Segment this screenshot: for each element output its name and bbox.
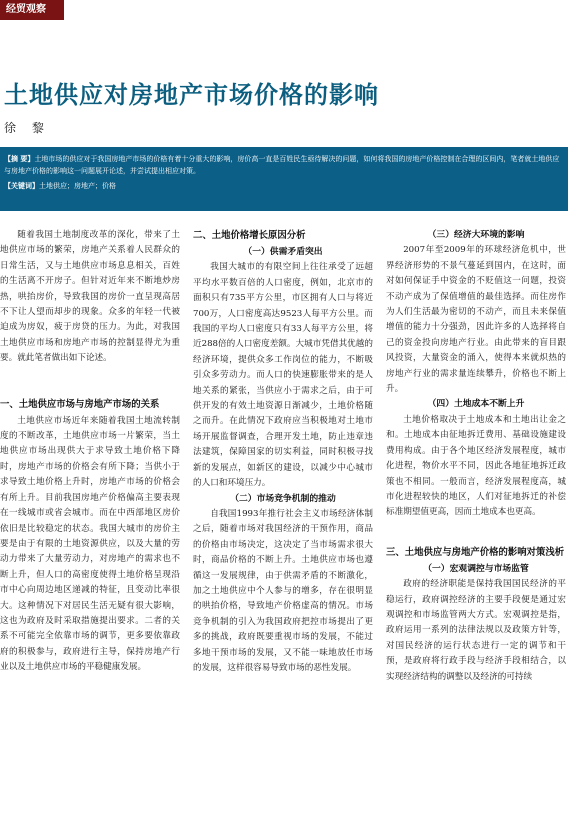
paragraph: 随着我国土地制度改革的深化，带来了土地供应市场的繁荣，房地产关系着人民群众的日常生活，又与土地供应市场息息相关，百姓的生活离不开房子。但针对近年来不断地炒房热，哄抬房价，导致我国的房价一直呈现高居不下让人望而却步的现象。众多的年轻一代被迫成为房奴，疲于房贷的压力。为此，对我国土地供应市场和房地产市场的控制显得尤为重要。就此笔者做出如下论述。 [0,230,180,364]
abstract [4,153,564,177]
column-1 [0,228,180,818]
keywords-label: 【关键词】 [4,182,39,190]
keywords-text: 土地供应；房地产；价格 [39,182,116,190]
subsection-heading: （一）宏观调控与市场监管 [423,563,529,574]
abstract-box [0,147,568,211]
author: 徐 黎 [4,121,50,135]
subsection-heading: （三）经济大环境的影响 [427,230,525,240]
paragraph: 土地供应市场近年来随着我国土地流转制度的不断改革，土地供应市场一片繁荣，当土地供应市场出现供大于求导致土地价格下降时，房地产市场的价格会有所下降；当供小于求导致土地价格上升时，房地产市场的价格会有所上升。目前我国房地产价格偏高主要表现在一线城市或省会城市。而在中西部地区房价依旧是比较稳定的状态。我国大城市的房价主要是由于有限的土地资源供应，以及大量的劳动力带来了大量劳动力，对房地产的需求也不断上升，但人口的高密度使得土地价格呈现沿市中心向周边地区递减的特征，且变动比率很大。这种情况下对居民生活无疑有很大影响，这也为政府及时采取措施提出要求。二者的关系不可能完全依靠市场的调节，更多要依靠政府的积极参与，政府进行主导，保持房地产行业以及土地供应市场的平稳健康发展。 [0,415,180,673]
subsection-heading: （二）市场竞争机制的推动 [230,493,336,504]
paragraph: 2007年至2009年的环球经济危机中，世界经济形势的不景气蔓延到国内，在这时，面对如何保证手中资金的不贬值这一问题，投资不动产成为了保值增值的最佳选择。而住房作为人们生活最为密切的不动产，而且未来保值增值的能力十分强劲，因此许多的人选择将自己的资金投向房地产行业。由此带来的盲目跟风投资，大量资金的涌入，使得本来就炽热的房地产行业的需求量连续攀升，价格也不断上升。 [386,245,566,395]
paragraph: 我国大城市的有限空间上往往承受了远超平均水平数百倍的人口密度，例如，北京市的面积只有735平方公里，市区拥有人口与将近700万，人口密度高达9523人每平方公里。而我国的平均人口密度只有33人每平方公里，将近288倍的人口密度差额。大城市凭借其优越的经济环境，提供众多工作岗位的能力，不断吸引众多劳动力。而人口的快速膨胀带来的是人地关系的紧张，当供应小于需求之后，由于可供开发的有效土地资源日渐减少，土地价格随之而升。在此情况下政府应当积极地对土地市场开展监督调查，合理开发土地，防止违章违法建筑，保障国家的切实利益，同时积极寻找新的发展点，如新区的建设，以减少中心城市的人口和环境压力。 [193,262,373,489]
paragraph: 自我国1993年推行社会主义市场经济体制之后，随着市场对我国经济的干预作用，商品的价格由市场决定，这决定了当市场需求很大时，商品价格的不断上升。土地供应市场也遵循这一发展规律，由于供需矛盾的不断激化，加之土地供应中个人参与的增多，存在很明显的哄抬价格，导致地产价格虚高的情况。市场竞争机制的引入为我国政府把控市场提出了更多的挑战，政府既要重视市场的发展，不能过多地干预市场的发展，又不能一味地放任市场的发展，这样很容易导致市场的恶性发展。 [193,508,373,673]
section-heading: 二、土地价格增长原因分析 [193,230,306,241]
section-tag: 经贸观察 [0,0,64,20]
abstract-label: 【摘 要】 [4,155,35,163]
column-3 [386,228,566,818]
abstract-text: 土地市场的供应对于我国房地产市场的价格有着十分重大的影响，房价高一直是百姓民生亟待解决的问题，如何将我国的房地产价格控制在合理的区间内，笔者就土地供应与房地产价格的影响这一问题展开论述，并尝试提出相应对策。 [4,155,560,175]
header-bar [0,0,568,22]
subsection-heading: （四）土地成本不断上升 [427,399,525,410]
paragraph: 政府的经济职能是保持我国国民经济的平稳运行，政府调控经济的主要手段便是通过宏观调控和市场监管两大方式。宏观调控是指，政府运用一系列的法律法规以及政策方针等，对国民经济的运行状态进行一定的调节和干预，是政府将行政手段与经济手段相结合，以实现经济结构的调整以及经济的可持续 [386,579,566,682]
paragraph: 土地价格取决于土地成本和土地出让金之和。土地成本由征地拆迁费用、基础设施建设费用构成。由于各个地区经济发展程度，城市化进程，物价水平不同，因此各地征地拆迁政策也不相同。一般而言，经济发展程度高，城市化进程较快的地区，人们对征地拆迁的补偿标准期望值更高，因而土地成本也更高。 [386,414,566,518]
column-2 [193,228,373,818]
section-heading: 三、土地供应与房地产价格的影响对策浅析 [386,546,565,558]
keywords [4,180,564,192]
section-heading: 一、土地供应市场与房地产市场的关系 [0,398,160,410]
subsection-heading: （一）供需矛盾突出 [243,247,323,257]
article-title: 土地供应对房地产市场价格的影响 [4,81,379,109]
